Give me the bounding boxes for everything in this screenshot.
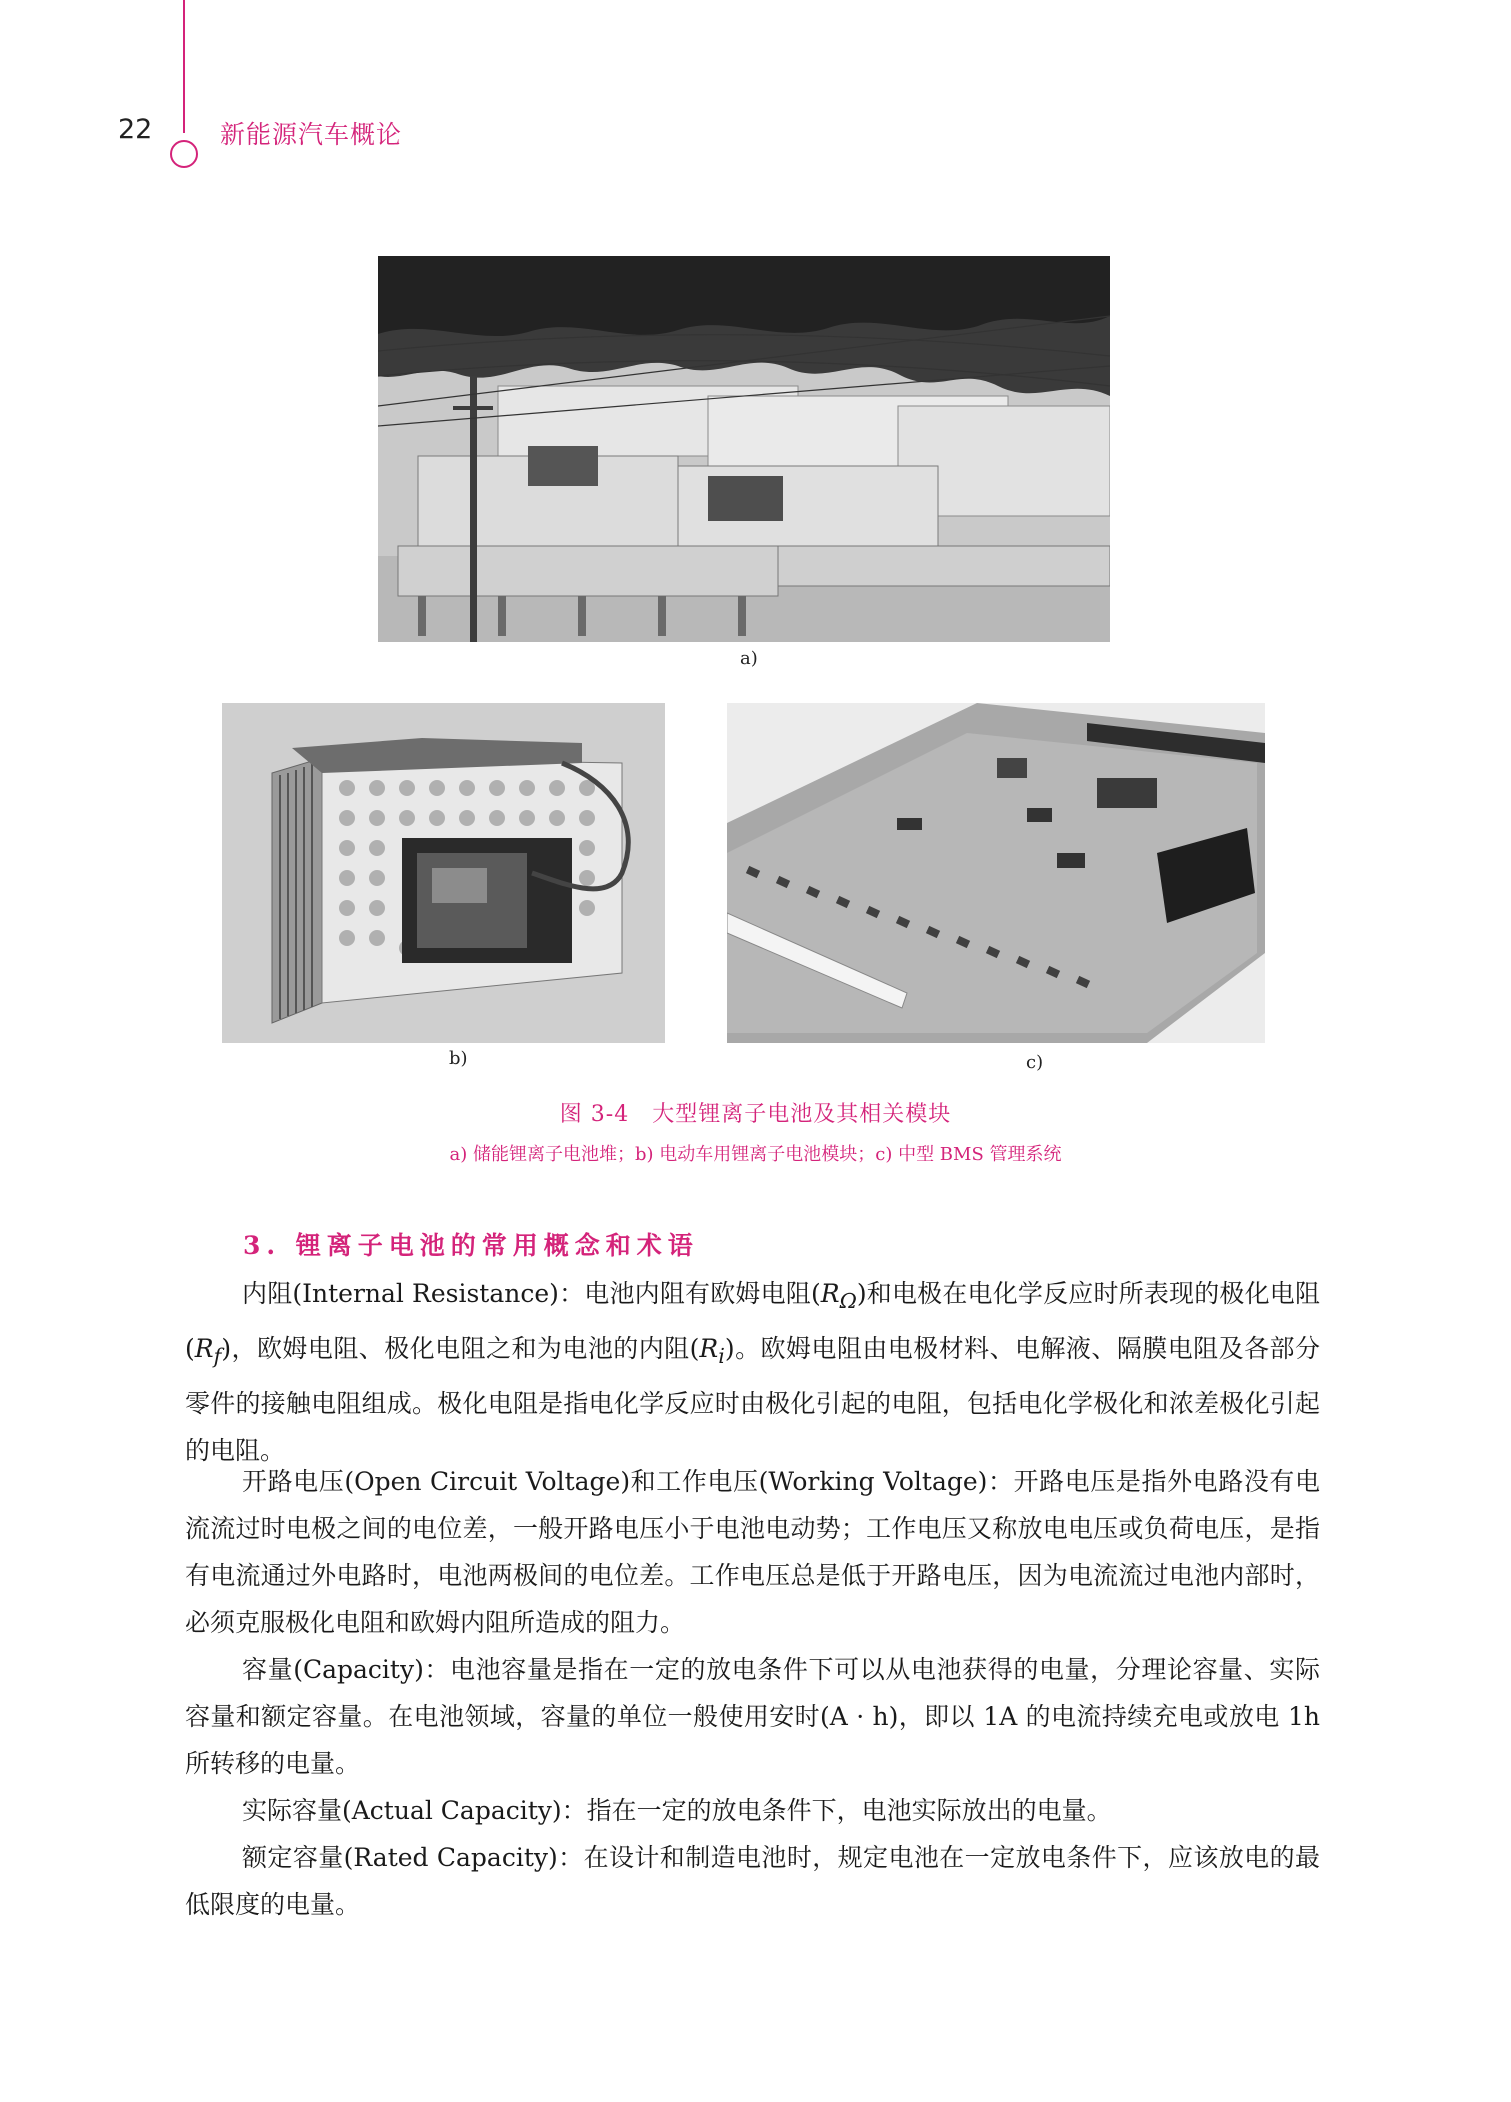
photo-battery-stack bbox=[378, 256, 1110, 642]
label-b: b) bbox=[449, 1048, 468, 1069]
section-heading: 3. 锂离子电池的常用概念和术语 bbox=[243, 1231, 699, 1260]
photo-bms-board bbox=[727, 703, 1265, 1043]
paragraph-voltage: 开路电压(Open Circuit Voltage)和工作电压(Working Voltage)：开路电压是指外电路没有电流流过时电极之间的电位差，一般开路电压小于电池电动势；工作电压又称放电电压或负荷电压，是指有电流通过外电路时，电池两极间的电位差。工作电压总是低于开路电压，因为电流流过电池内部时，必须克服极化电阻和欧姆内阻所造成的阻力。 bbox=[185, 1467, 1320, 1637]
figure-caption: 图 3-4 大型锂离子电池及其相关模块 bbox=[559, 1102, 952, 1127]
paragraph-actual-capacity: 实际容量(Actual Capacity)：指在一定的放电条件下，电池实际放出的电量。 bbox=[242, 1796, 1112, 1825]
photo-battery-module bbox=[222, 703, 665, 1043]
page-number: 22 bbox=[118, 114, 153, 145]
figure-subcaption: a) 储能锂离子电池堆；b) 电动车用锂离子电池模块；c) 中型 BMS 管理系统 bbox=[449, 1144, 1062, 1165]
paragraph-capacity: 容量(Capacity)：电池容量是指在一定的放电条件下可以从电池获得的电量，分理论容量、实际容量和额定容量。在电池领域，容量的单位一般使用安时(A · h)，即以 1A 的电流持续充电或放电 1h 所转移的电量。 bbox=[185, 1655, 1320, 1778]
paragraph-rated-capacity: 额定容量(Rated Capacity)：在设计和制造电池时，规定电池在一定放电条件下，应该放电的最低限度的电量。 bbox=[185, 1843, 1320, 1919]
header-circle-ornament bbox=[170, 140, 198, 168]
running-header-title: 新能源汽车概论 bbox=[220, 120, 403, 149]
label-c: c) bbox=[1026, 1052, 1044, 1073]
paragraph-internal-resistance: 内阻(Internal Resistance)：电池内阻有欧姆电阻$(R_\Omega)$和电极在电化学反应时所表现的极化电阻$(R_f)$，欧姆电阻、极化电阻之和为电池的内阻$(R_i)$。欧姆电阻由电极材料、电解液、隔膜电阻及各部分零件的接触电阻组成。极化电阻是指电化学反应时由极化引起的电阻，包括电化学极化和浓差极化引起的电阻。 bbox=[185, 1279, 1320, 1465]
label-a: a) bbox=[740, 648, 758, 669]
header-rule bbox=[183, 0, 185, 133]
